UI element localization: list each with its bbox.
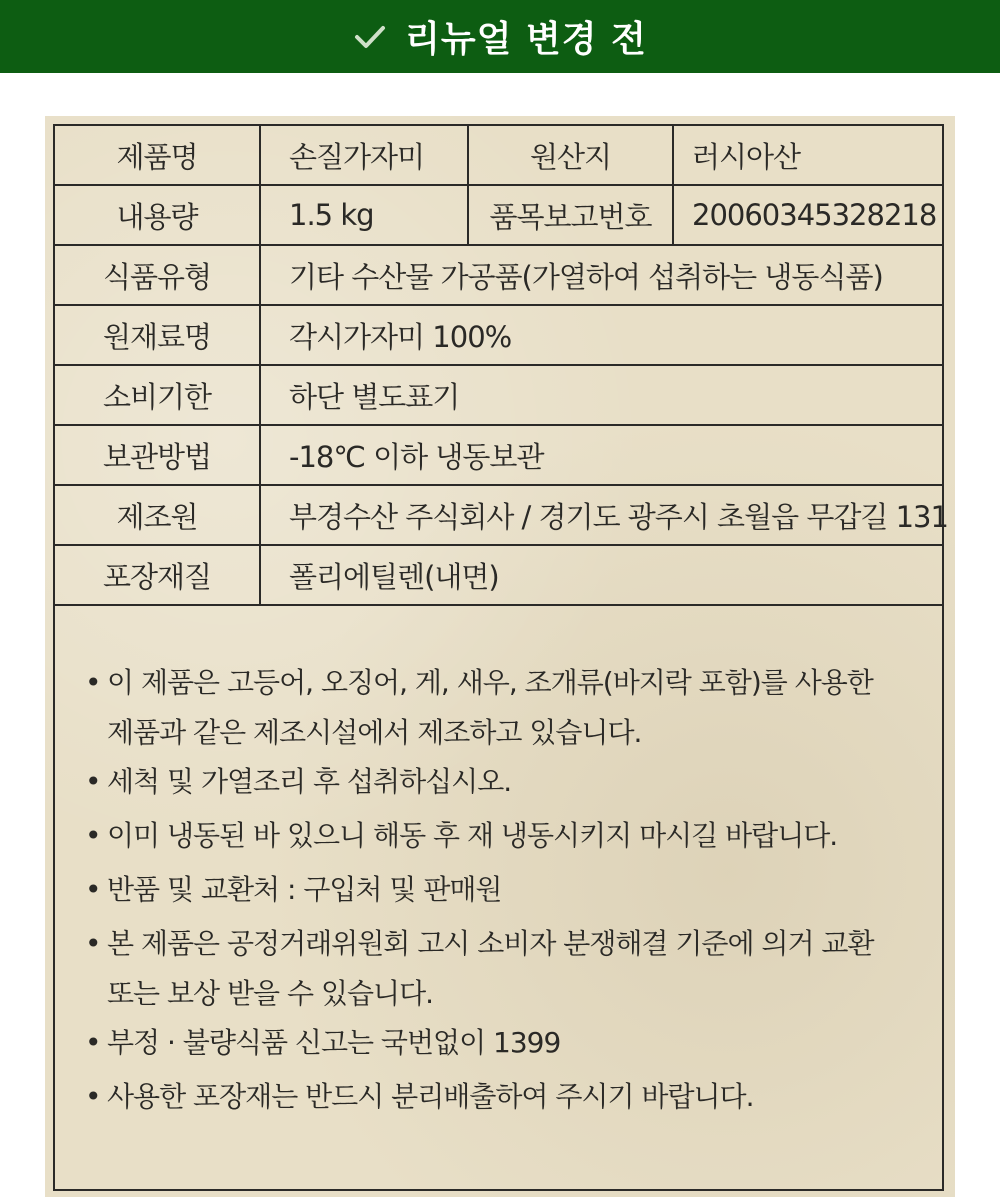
table-row: [55, 485, 942, 545]
row-value: 하단 별도표기: [260, 365, 942, 425]
list-item: [85, 809, 925, 863]
product-info-table: [55, 126, 948, 606]
row-value: 각시가자미 100%: [260, 305, 942, 365]
bullet: •: [85, 765, 101, 798]
row-value: 손질가자미: [260, 126, 468, 185]
bullet: •: [85, 873, 101, 906]
note-line: 제품과 같은 제조시설에서 제조하고 있습니다.: [107, 715, 642, 749]
row-label: 식품유형: [55, 245, 260, 305]
row-value: 기타 수산물 가공품(가열하여 섭취하는 냉동식품): [260, 245, 942, 305]
banner-title: 리뉴얼 변경 전: [405, 19, 647, 60]
row-value: -18℃ 이하 냉동보관: [260, 425, 942, 485]
note-line: 부정 · 불량식품 신고는 국번없이 1399: [107, 1026, 561, 1059]
table-row: [55, 185, 942, 245]
bullet: •: [85, 927, 101, 960]
bullet: •: [85, 819, 101, 852]
note-line: 이미 냉동된 바 있으니 해동 후 재 냉동시키지 마시길 바랍니다.: [107, 819, 838, 852]
list-item: [85, 1070, 925, 1124]
row-value: 폴리에틸렌(내면): [260, 545, 942, 605]
list-item: [85, 863, 925, 917]
list-item: [85, 656, 925, 755]
check-icon: [353, 20, 387, 54]
row-label: 품목보고번호: [468, 185, 673, 245]
table-row: [55, 425, 942, 485]
row-value: 20060345328218: [673, 185, 942, 245]
table-row: [55, 245, 942, 305]
product-info-sheet: [53, 124, 948, 1191]
row-label: 제품명: [55, 126, 260, 185]
row-value: 부경수산 주식회사 / 경기도 광주시 초월읍 무갑길 131: [260, 485, 942, 545]
table-row: [55, 545, 942, 605]
header-banner: [0, 0, 1000, 73]
row-label: 보관방법: [55, 425, 260, 485]
note-line: 세척 및 가열조리 후 섭취하십시오.: [107, 765, 512, 798]
list-item: [85, 917, 925, 1016]
note-line: 반품 및 교환처 : 구입처 및 판매원: [107, 873, 502, 906]
bullet: •: [85, 1080, 101, 1113]
table-row: [55, 305, 942, 365]
list-item: [85, 755, 925, 809]
table-row: [55, 365, 942, 425]
row-label: 원산지: [468, 126, 673, 185]
row-label: 원재료명: [55, 305, 260, 365]
note-line: 본 제품은 공정거래위원회 고시 소비자 분쟁해결 기준에 의거 교환: [107, 927, 874, 960]
note-line: 이 제품은 고등어, 오징어, 게, 새우, 조개류(바지락 포함)를 사용한: [107, 666, 873, 699]
row-label: 소비기한: [55, 365, 260, 425]
bullet: •: [85, 666, 101, 699]
row-value: 1.5 kg: [260, 185, 468, 245]
row-value: 러시아산: [673, 126, 942, 185]
table-row: [55, 126, 942, 185]
row-label: 제조원: [55, 485, 260, 545]
notes-list: [85, 656, 925, 1124]
note-line: 또는 보상 받을 수 있습니다.: [107, 976, 434, 1010]
row-label: 포장재질: [55, 545, 260, 605]
row-label: 내용량: [55, 185, 260, 245]
list-item: [85, 1016, 925, 1070]
note-line: 사용한 포장재는 반드시 분리배출하여 주시기 바랍니다.: [107, 1080, 754, 1113]
bullet: •: [85, 1026, 101, 1059]
